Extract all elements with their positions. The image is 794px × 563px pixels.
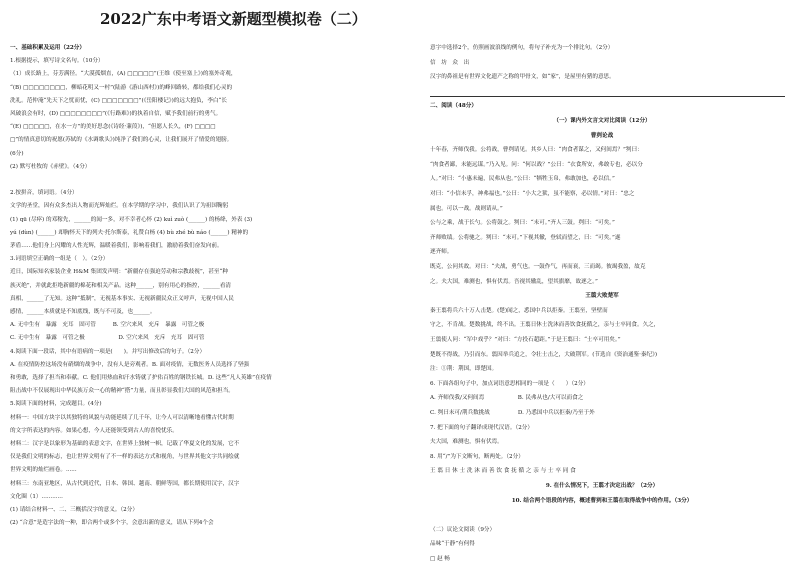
left-text-line: 5.阅读下面的材料，完成题目。(4分) [10,401,102,408]
left-text-line: A. 在疫情防控这场没有硝烟的战争中，没有人是旁观者。B. 面对疫情，无数医务人员选择了坚强 [10,361,250,368]
left-text-line: A. 无中生有 暴露 充耳 固可管 B. 空穴来风 充斥 暴露 可管之极 [10,322,205,329]
left-text-line: 茅盾……他们身上闪耀的人性光辉，温暖着我们，影响着我们，激励着我们奋发向前。 [10,243,223,249]
right-text-line: C. 刿曰未可/荆兵数挑战 D. 乃悉国中兵以拒秦/乃至于外 [430,410,595,416]
left-text-line: 2.按拼音，填词语。（4分） [10,190,78,197]
left-text-line: 真相，______了无知。这种“抵制”，无视基本事实、无视新疆民众正义呼声，无视中国人民 [10,295,234,302]
right-text-line: □ 赵 畅 [430,556,451,562]
page-title: 2022广东中考语文新题型模拟卷（二） [100,10,367,28]
left-text-line: (2) 默写杜牧的《赤壁》。（4分） [10,163,91,170]
left-text-line: “(E) □□□□□，在水一方”的美好思念(《诗经·蒹葭》)，“但愿人长久，(F) □□□□ [10,124,216,131]
left-text-line: 洗礼。范仲淹“先天下之忧而忧，(C) □□□□□□□”(《岳阳楼记》)的远大抱负，李白“长 [10,97,227,104]
right-text-line: （一）课内外文言文对比阅读（12分） [553,118,651,124]
right-text-line: 王 翦 日 休 士 洗 沐 而 善 饮 食 抚 循 之 亲 与 士 卒 同 食 [430,468,576,475]
right-text-line: 意字中选择2个，仿照画波浪线的例句，将句子补充为一个排比句。（2分） [430,45,614,51]
right-text-line: 王翦大败楚军 [585,293,619,300]
left-text-line: 3.词语填空正确的一组是（ ）。（2分） [10,256,109,263]
left-text-line: 的文字所表达的内容。如果心想，今人还能领受到古人的喜悦忧乐。 [10,427,178,434]
right-text-line: 既克，公问其故。对曰：“夫战，勇气也。一鼓作气，再而衰，三而竭。彼竭我盈，故克 [430,264,646,270]
right-text-line: 十年春，齐师伐我。公将战，曹刿请见。其乡人曰：“肉食者谋之，又何间焉？”刿曰： [430,147,643,154]
left-text-line: 材料一：中国方块字以其独特的风貌与功能延续了几千年，让今人可以清晰地看懂古代时期 [10,414,234,421]
left-text-line: C. 无中生有 暴露 可管之极 D. 空穴来风 充斥 充耳 固可管 [10,335,205,342]
left-text-line: (1) 请结合材料一、二、三概括汉字的意义。（2分） [10,507,138,513]
right-text-line: 6. 下面各组句子中，加点词语意思相同的一项是（ ）（2分） [430,380,589,387]
left-text-line: 风破浪会有时，(D) □□□□□□□□”(《行路难》)的执着自信，赋予我们前行的勇气。 [10,111,222,117]
right-text-line: 信 坊 众 出 [430,59,470,66]
right-text-line: 人。”对曰：“小惠未遍，民弗从也。”公曰：“牺牲玉帛，弗敢加也，必以信。” [430,176,615,183]
right-text-line: 守之，不肯战。楚数挑战，终不出。王翦日休士洗沐而善饮食抚循之，亲与士卒同食。久之， [430,322,660,329]
right-text-line: 汉字的鼻祖是有世界文化遗产之称的甲骨文，如“家”，是屋里有猪的意思。 [430,74,615,81]
left-text-line: 感情，______本质就是不知底线，既与不可及，也______。 [10,309,156,315]
left-text-line: (2) “合意”是造字法的一种，即合两个或多个字，会意出新的意义，请从下列4个会 [10,520,214,527]
left-text-line: □”的情真意切的祝愿(苏轼的《水调歌头》)纯净了我们的心灵，让我们展开了情爱的翅膀。 [10,137,233,144]
right-text-line: 楚既不得战，乃引而东。翦因举兵追之，令壮士击之，大破荆军。(节选自《资治通鉴·秦纪》) [430,351,658,358]
left-text-line: 仅是我们文明的标志，也让世界文明有了不一样的表达方式和视角，与世界其他文字共同绘就 [10,454,240,461]
left-text-line: 材料二：汉字是以象形为基础的表意文字，在世界上独树一帜，记载了华夏文化的发展，它不 [10,441,240,447]
right-text-line: “肉食者鄙，未能远谋。”乃入见。问：“何以战？”公曰：“衣食所安，弗敢专也，必以分 [430,161,643,168]
left-text-line: 4.阅读下面一段话，其中有语病的一项是( )。并写出修改后的句子。（2分） [10,348,206,355]
left-text-line: 和勇敢，选择了担当和奉献。C. 他们用热血和汗水铸就了护佑百姓的钢铁长城。D. 这些“凡人英雄”在疫情 [10,375,272,381]
left-text-line: 世界文明的灿烂画卷。...... [10,467,77,474]
right-text-line: 二、阅读（48分） [430,103,477,110]
right-text-line: 曹刿论战 [590,132,614,139]
right-text-line: 齐师败绩。公将驰之。刿曰：“未可。”下视其辙，登轼而望之，曰：“可矣。”遂 [430,234,621,241]
left-text-line: 一、基础积累及运用（22分） [10,45,85,51]
left-text-line: 材料三：东南亚地区，从古代到近代，日本、韩国、越南、朝鲜等国，都长期使用汉字，汉字 [10,480,240,487]
section-divider [430,96,785,97]
right-text-line: A. 齐师伐我/又何间焉 B. 民弗从也/大可以而食之 [430,395,584,402]
right-text-line: 7. 把下面的句子翻译成现代汉语。（2分） [430,424,533,431]
right-text-line: 夫大国，难测也，惧有伏焉。 [430,439,503,446]
right-text-line: 之。夫大国，难测也，惧有伏焉。吾视其辙乱，望其旗靡，故逐之。” [430,278,598,285]
right-text-line: 逐齐师。 [430,249,453,256]
right-text-line: 10. 结合两个语段的内容，概述曹刿和王翦在取得战争中的作用。（3分） [511,497,693,504]
right-text-line: （二）议论文阅读（9分） [430,526,496,533]
right-text-line: 属也。可以一战。战则请从。” [430,205,503,212]
left-text-line: 族灭绝”，并就此拒绝新疆的棉花和相关产品。这种______，别有用心的指控，______看清 [10,282,232,289]
right-text-line: 注：①荆：荆国，即楚国。 [430,366,498,373]
right-text-line: 对曰：“小信未孚，神弗福也。”公曰：“小大之狱，虽不能察，必以情。”对曰：“忠之 [430,191,635,197]
right-text-line: 秦王翦将兵六十万人击楚。(楚)闻之，悉国中兵以拒秦。王翦至，坚壁而 [430,307,608,314]
left-text-line: 阻击战中不仅展现出中华民族万众一心的精神“搭”力量，而且彰显我们大国的风范和担当。 [10,388,234,395]
left-text-line: yú (dùn) (______) 却胸怀天下的列夫·托尔斯泰，礼赞白杨 (4) bù zhé bù náo (______) 精神的 [10,229,249,236]
left-text-line: (6分) [10,150,24,157]
right-text-line: 品味“于静”有何得 [430,541,475,548]
left-text-line: “(B) □□□□□□□□，柳暗花明又一村”(陆游《游山西村》)的峰回路转，都给我们心灵的 [10,84,233,91]
right-text-line: 王翦使人问：“军中戏乎？”对曰：“方投石超距。”于是王翦曰：“士卒可用矣。” [430,337,621,343]
left-text-line: (1) qū (尽瘁) 的邓稼先，______的闻一多，对不幸者心怀 (2) kuì zuò (______) 的杨绛，外表 (3) [10,216,253,223]
left-text-line: （1）成长路上，芬芳满径。“大漠孤烟直，(A) □□□□□”(王维《使至塞上》)的塞外奇观， [10,71,237,78]
left-text-line: 文学的圣堂，因有众多杰出人物而光辉灿烂。在本学期的学习中，我们认识了为祖国鞠躬 [10,203,229,210]
right-text-line: 9. 在什么情况下，王翦才决定出战？（2分） [545,483,659,489]
left-text-line: 文化圈（1）............ [10,493,63,500]
right-text-line: 公与之乘，战于长勺。公将鼓之。刿曰：“未可。”齐人三鼓。刿曰：“可矣。” [430,220,615,227]
left-text-line: 近日，国际知名家装企业 H&M 集团发声明：“新疆存在强迫劳动和宗教歧视”，甚至“种 [10,269,228,276]
left-text-line: 1.根据提示，填写诗文名句。（10分） [10,58,104,65]
right-text-line: 8. 用“/”为下文断句，断两处。（2分） [430,453,524,460]
